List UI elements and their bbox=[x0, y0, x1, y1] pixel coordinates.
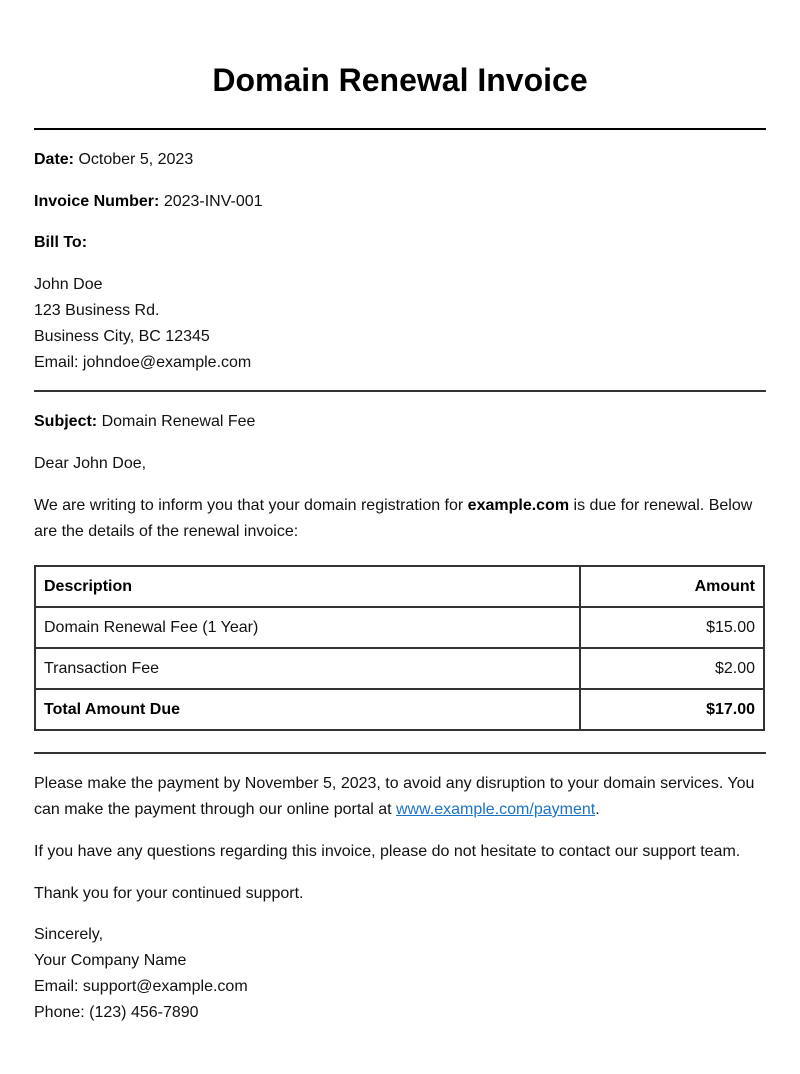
bill-to-heading bbox=[34, 230, 766, 256]
support-phone: Phone: (123) 456-7890 bbox=[34, 1004, 199, 1021]
bill-to-label: Bill To: bbox=[34, 234, 88, 251]
row-description: Domain Renewal Fee (1 Year) bbox=[35, 607, 580, 648]
page-title: Domain Renewal Invoice bbox=[212, 62, 588, 98]
header-amount: Amount bbox=[580, 566, 764, 607]
total-row bbox=[35, 689, 764, 730]
invoice-date bbox=[34, 147, 766, 173]
bill-to-city: Business City, BC 12345 bbox=[34, 328, 210, 345]
thanks-paragraph: Thank you for your continued support. bbox=[34, 885, 304, 902]
payment-paragraph bbox=[34, 771, 766, 823]
payment-text-after: . bbox=[595, 801, 600, 818]
intro-text-after: is due for renewal. Below are the details of the renewal invoice: bbox=[34, 497, 753, 540]
bill-to-street: 123 Business Rd. bbox=[34, 302, 160, 319]
bill-to-name: John Doe bbox=[34, 276, 103, 293]
section-divider bbox=[34, 390, 766, 392]
date-value: October 5, 2023 bbox=[78, 151, 194, 168]
bill-to-email: Email: johndoe@example.com bbox=[34, 354, 252, 371]
intro-domain: example.com bbox=[467, 497, 570, 514]
table-header-row bbox=[35, 566, 764, 607]
table-row bbox=[35, 648, 764, 689]
header-description: Description bbox=[35, 566, 580, 607]
payment-text-before: Please make the payment by November 5, 2023, to avoid any disruption to your domain services. You can make the payment through our online portal at bbox=[34, 775, 755, 818]
row-description: Transaction Fee bbox=[35, 648, 580, 689]
intro-text-before: We are writing to inform you that your domain registration for bbox=[34, 497, 468, 514]
company-name: Your Company Name bbox=[34, 952, 187, 969]
subject-line bbox=[34, 409, 766, 435]
title-divider bbox=[34, 128, 766, 130]
support-email: Email: support@example.com bbox=[34, 978, 248, 995]
row-amount: $15.00 bbox=[580, 607, 764, 648]
greeting: Dear John Doe, bbox=[34, 455, 147, 472]
sign-off: Sincerely, bbox=[34, 926, 104, 943]
row-amount: $2.00 bbox=[580, 648, 764, 689]
invoice-table bbox=[34, 565, 765, 731]
invoice-number-label: Invoice Number: bbox=[34, 193, 160, 210]
subject-label: Subject: bbox=[34, 413, 98, 430]
total-amount: $17.00 bbox=[580, 689, 764, 730]
table-divider bbox=[34, 752, 766, 754]
total-description: Total Amount Due bbox=[35, 689, 580, 730]
table-row bbox=[35, 607, 764, 648]
subject-value: Domain Renewal Fee bbox=[101, 413, 256, 430]
invoice-number bbox=[34, 189, 766, 215]
payment-portal-link[interactable]: www.example.com/payment bbox=[396, 801, 596, 818]
bill-to-address bbox=[34, 272, 766, 376]
invoice-number-value: 2023-INV-001 bbox=[163, 193, 263, 210]
date-label: Date: bbox=[34, 151, 75, 168]
intro-paragraph bbox=[34, 493, 766, 545]
questions-paragraph: If you have any questions regarding this invoice, please do not hesitate to contact our support team. bbox=[34, 843, 741, 860]
closing-block bbox=[34, 922, 766, 1026]
